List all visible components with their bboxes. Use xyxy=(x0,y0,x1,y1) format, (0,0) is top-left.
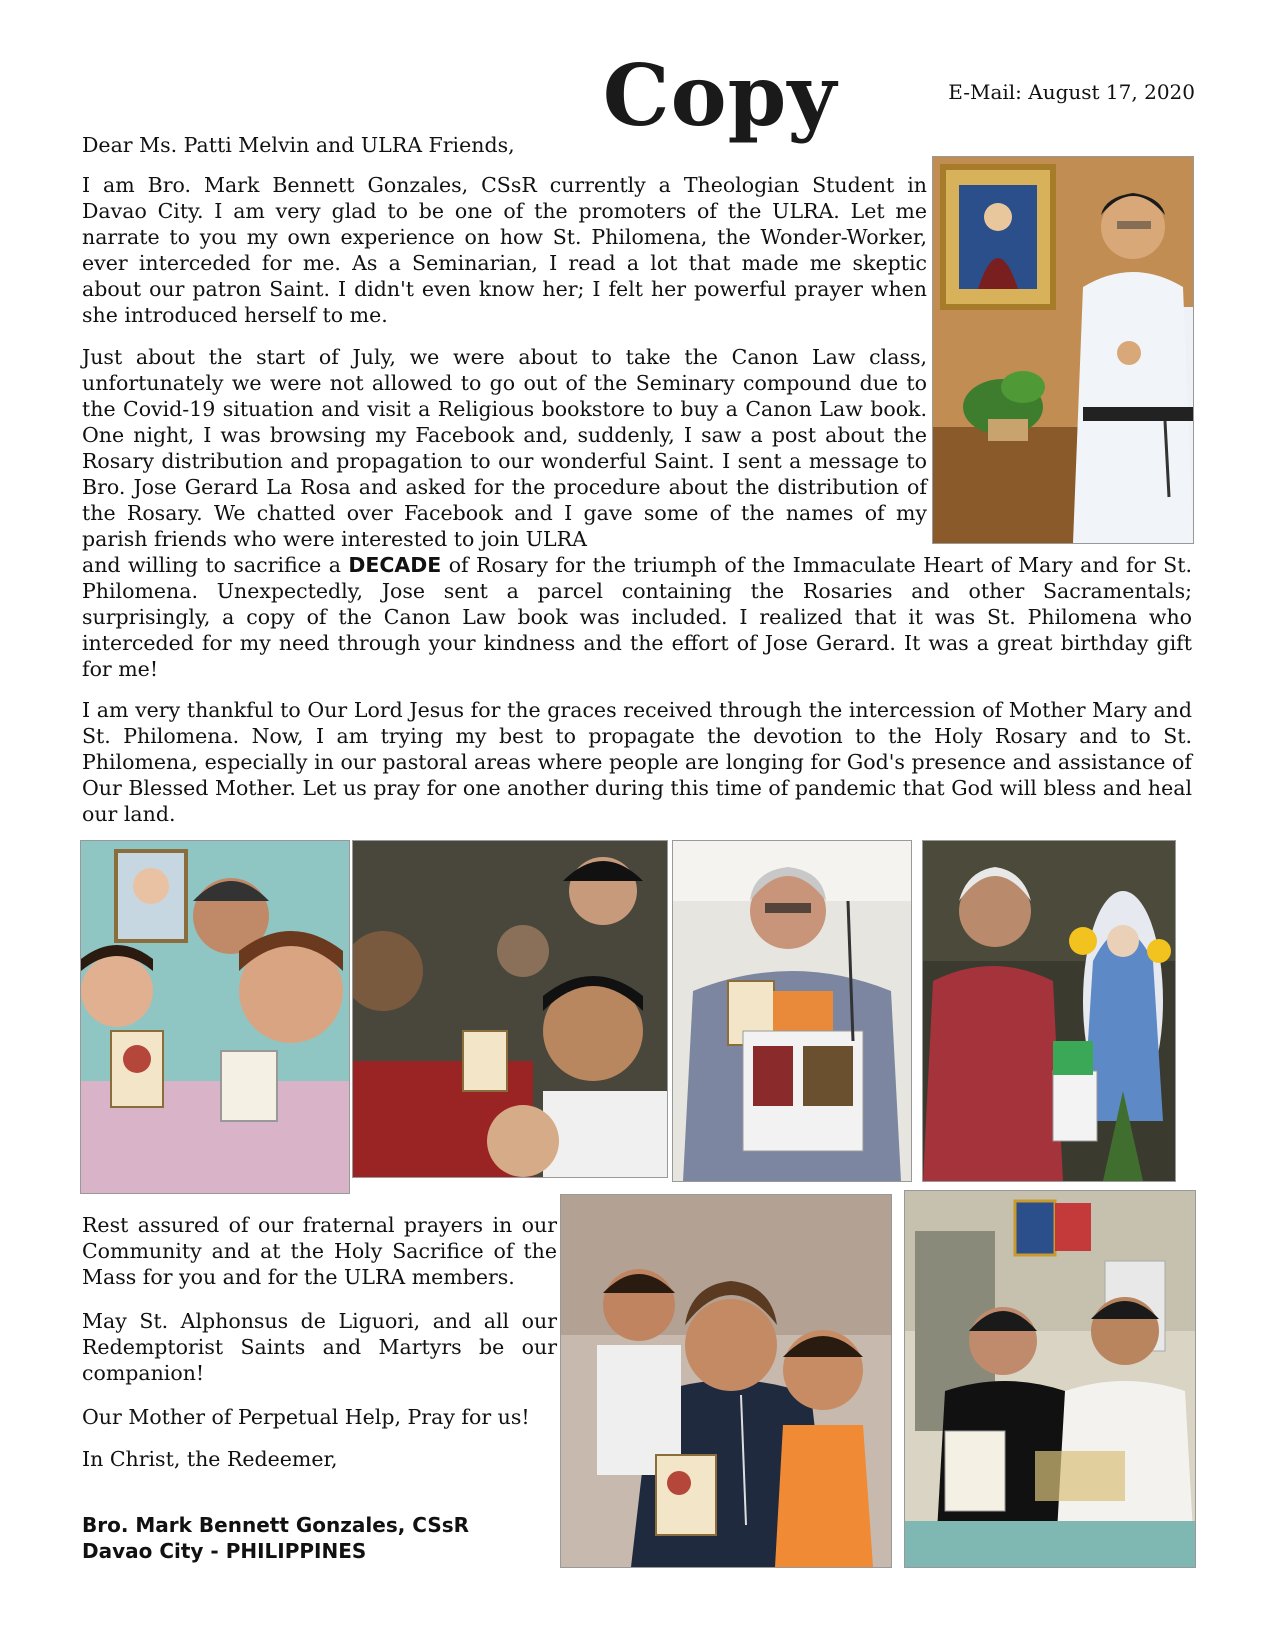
woman-with-statue-photo xyxy=(922,840,1176,1182)
paragraph-1: I am Bro. Mark Bennett Gonzales, CSsR currently a Theologian Student in Davao City. I am very glad to be one of the promoters of the ULRA. Let me narrate to you my own experience on how St. Philomena, the Wonder-Worker, ever interceded for me. As a Seminarian, I read a lot that made me skeptic about our patron Saint. I didn't even know her; I felt her powerful prayer when she introduced herself to me. xyxy=(82,173,927,327)
family-photo-2 xyxy=(352,840,668,1178)
paragraph-2-before: and willing to sacrifice a xyxy=(82,553,341,577)
paragraph-3: I am very thankful to Our Lord Jesus for the graces received through the intercession of Mother Mary and St. Philomena. Now, I am trying my best to propagate the devotion to the Holy Rosary and to St. Philomena, especially in our pastoral areas where people are longing for God's presence and assistance of Our Blessed Mother. Let us pray for one another during this time of pandemic that God will bless and heal our land. xyxy=(82,698,1192,826)
woman-with-rosary-photo xyxy=(672,840,912,1182)
signature-block xyxy=(82,1512,469,1564)
salutation: Dear Ms. Patti Melvin and ULRA Friends, xyxy=(82,133,515,157)
closing-mother: Our Mother of Perpetual Help, Pray for us! xyxy=(82,1405,530,1429)
closing-in-christ: In Christ, the Redeemer, xyxy=(82,1447,338,1471)
decade-emphasis: DECADE xyxy=(348,553,442,577)
family-photo-1 xyxy=(80,840,350,1194)
closing-saints: May St. Alphonsus de Liguori, and all our Redemptorist Saints and Martyrs be our companion! xyxy=(82,1309,557,1385)
closing-block xyxy=(82,1212,557,1490)
closing-prayers: Rest assured of our fraternal prayers in our Community and at the Holy Sacrifice of the Mass for you and for the ULRA members. xyxy=(82,1213,557,1289)
signature-place: Davao City - PHILIPPINES xyxy=(82,1539,367,1563)
email-date: E-Mail: August 17, 2020 xyxy=(948,80,1195,104)
couple-with-rosaries-photo xyxy=(904,1190,1196,1568)
paragraph-2-top: Just about the start of July, we were about to take the Canon Law class, unfortunately we were not allowed to go out of the Seminary compound due to the Covid-19 situation and visit a Religious bookstore to buy a Canon Law book. One night, I was browsing my Facebook and, suddenly, I saw a post about the Rosary distribution and propagation to our wonderful Saint. I sent a message to Bro. Jose Gerard La Rosa and asked for the procedure about the distribution of the Rosary. We chatted over Facebook and I gave some of the names of my parish friends who were interested to join ULRA xyxy=(82,345,927,551)
paragraph-2-bottom xyxy=(82,552,1192,682)
paragraph-2-after: of Rosary for the triumph of the Immaculate Heart of Mary and for St. Philomena. Unexpectedly, Jose sent a parcel containing the Rosaries and other Sacramentals; surprisingly, a copy of the Canon Law book was included. I realized that it was St. Philomena who interceded for my need through your kindness and the effort of Jose Gerard. It was a great birthday gift for me! xyxy=(82,553,1192,681)
mother-and-children-photo xyxy=(560,1194,892,1568)
seminarian-portrait-photo xyxy=(932,156,1194,544)
copy-stamp: Copy xyxy=(602,46,838,145)
signature-name: Bro. Mark Bennett Gonzales, CSsR xyxy=(82,1513,470,1537)
